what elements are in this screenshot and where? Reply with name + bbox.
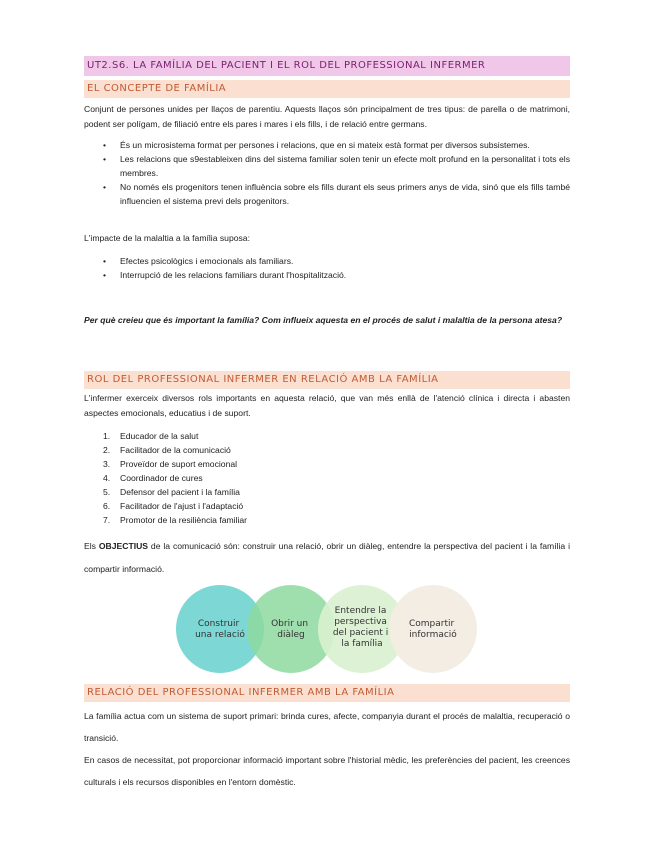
list-item: 4. Coordinador de cures xyxy=(103,473,203,483)
section-heading-family-concept: EL CONCEPTE DE FAMÍLIA xyxy=(84,80,570,98)
objective-label-4: Compartir informació xyxy=(408,619,457,640)
communication-objectives: Els OBJECTIUS de la comunicació són: construir una relació, obrir un diàleg, entendre la perspectiva del pacient i la família i compartir informació. xyxy=(84,541,571,574)
reflection-question: Per què creieu que és important la família? Com influeix aquesta en el procés de salut i malaltia de la persona atesa? xyxy=(84,315,563,325)
list-item: • Efectes psicològics i emocionals als familiars. xyxy=(84,254,570,268)
objective-label-3: Entendre la perspectiva del pacient i la família xyxy=(332,606,389,649)
communication-objectives-diagram xyxy=(170,582,490,677)
list-item: • Les relacions que s9estableixen dins del sistema familiar solen tenir un efecte molt profund en la personalitat i tots els membres. xyxy=(84,152,570,180)
list-item: 1. Educador de la salut xyxy=(103,431,199,441)
family-support-paragraph: La família actua com un sistema de suport primari: brinda cures, afecte, companyia durant el procés de malaltia, recuperació o transició. xyxy=(84,711,570,743)
impact-intro: L'impacte de la malaltia a la família suposa: xyxy=(84,233,250,243)
nurse-roles-list xyxy=(84,429,247,527)
objective-label-2: Obrir un diàleg xyxy=(271,619,309,640)
section-heading-nurse-family-relation: RELACIÓ DEL PROFESSIONAL INFERMER AMB LA FAMÍLIA xyxy=(84,684,570,702)
impact-list xyxy=(84,254,570,282)
list-item: 6. Facilitador de l'ajust i l'adaptació xyxy=(103,501,244,511)
objective-circle-4 xyxy=(389,585,477,673)
family-definition: Conjunt de persones unides per llaços de parentiu. Aquests llaços són principalment de tres tipus: de parella o de matrimoni, podent ser polígam, de filiació entre els pares i mares i els fills, i de relació entre germans. xyxy=(84,104,570,129)
objective-label-1: Construir una relació xyxy=(195,619,245,640)
list-item: • Interrupció de les relacions familiars durant l'hospitalització. xyxy=(84,268,570,282)
list-item: 2. Facilitador de la comunicació xyxy=(103,445,231,455)
family-information-paragraph: En casos de necessitat, pot proporcionar informació important sobre l'historial mèdic, les preferències del pacient, les creences culturals i els recursos disponibles en l'entorn domèstic. xyxy=(84,755,570,787)
nurse-role-intro: L'infermer exerceix diversos rols importants en aquesta relació, que van més enllà de l'atenció clínica i directa i abasten aspectes emocionals, educatius i de suport. xyxy=(84,393,570,418)
list-item: 7. Promotor de la resiliència familiar xyxy=(103,515,248,525)
list-item: 5. Defensor del pacient i la família xyxy=(103,487,240,497)
list-item: • És un microsistema format per persones i relacions, que en si mateix està format per diversos subsistemes. xyxy=(84,138,570,152)
family-characteristics-list xyxy=(84,138,570,208)
document-title: UT2.S6. LA FAMÍLIA DEL PACIENT I EL ROL DEL PROFESSIONAL INFERMER xyxy=(84,56,570,76)
list-item: 3. Proveïdor de suport emocional xyxy=(103,459,238,469)
list-item: • No només els progenitors tenen influència sobre els fills durant els seus primers anys de vida, sinó que els fills també influencien el sistema previ dels progenitors. xyxy=(84,180,570,208)
section-heading-nurse-role: ROL DEL PROFESSIONAL INFERMER EN RELACIÓ AMB LA FAMÍLIA xyxy=(84,371,570,389)
